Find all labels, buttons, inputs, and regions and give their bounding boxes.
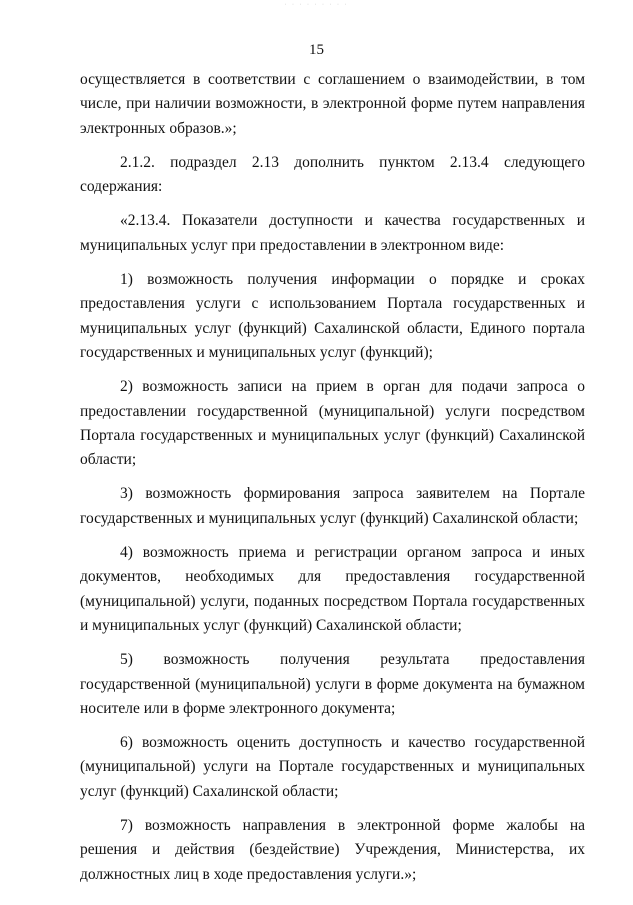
list-item-5: 5) возможность получения результата предоставления государственной (муниципальной) услуги в форме документа на бумажном носителе или в форме электронного документа; — [80, 651, 585, 717]
list-item-3: 3) возможность формирования запроса заявителем на Портале государственных и муниципальных услуг (функций) Сахалинской области; — [80, 485, 585, 527]
page-number: 15 — [309, 42, 324, 58]
list-item-6: 6) возможность оценить доступность и качество государственной (муниципальной) услуги на Портале государственных и муниципальных услуг (функций) Сахалинской области; — [80, 734, 585, 800]
list-item-7: 7) возможность направления в электронной форме жалобы на решения и действия (бездействие) Учреждения, Министерства, их должностных лиц в ходе предоставления услуги.»; — [80, 817, 585, 883]
list-item-2: 2) возможность записи на прием в орган для подачи запроса о предоставлении государственной (муниципальной) услуги посредством Портала государственных и муниципальных услуг (функций) Сахалинской области; — [80, 378, 585, 469]
paragraph-heading: «2.13.4. Показатели доступности и качества государственных и муниципальных услуг при предоставлении в электронном виде: — [80, 212, 585, 254]
paragraph-amendment: 2.1.2. подраздел 2.13 дополнить пунктом 2.13.4 следующего содержания: — [80, 153, 585, 196]
list-item-4: 4) возможность приема и регистрации органом запроса и иных документов, необходимых для предоставления государственной (муниципальной) услуги, поданных посредством Портала государственных и муниципальных услуг (функций) Сахалинской области; — [80, 544, 585, 634]
scan-artifact: · · · · · · · · · — [284, 2, 349, 8]
list-item-1: 1) возможность получения информации о порядке и сроках предоставления услуги с использованием Портала государственных и муниципальных услуг (функций) Сахалинской области, Единого портала государственных и муниципальных услуг (функций); — [80, 271, 585, 361]
document-body — [80, 68, 585, 897]
paragraph-continuation: осуществляется в соответствии с соглашением о взаимодействии, в том числе, при наличии возможности, в электронной форме путем направления электронных образов.»; — [80, 71, 585, 137]
